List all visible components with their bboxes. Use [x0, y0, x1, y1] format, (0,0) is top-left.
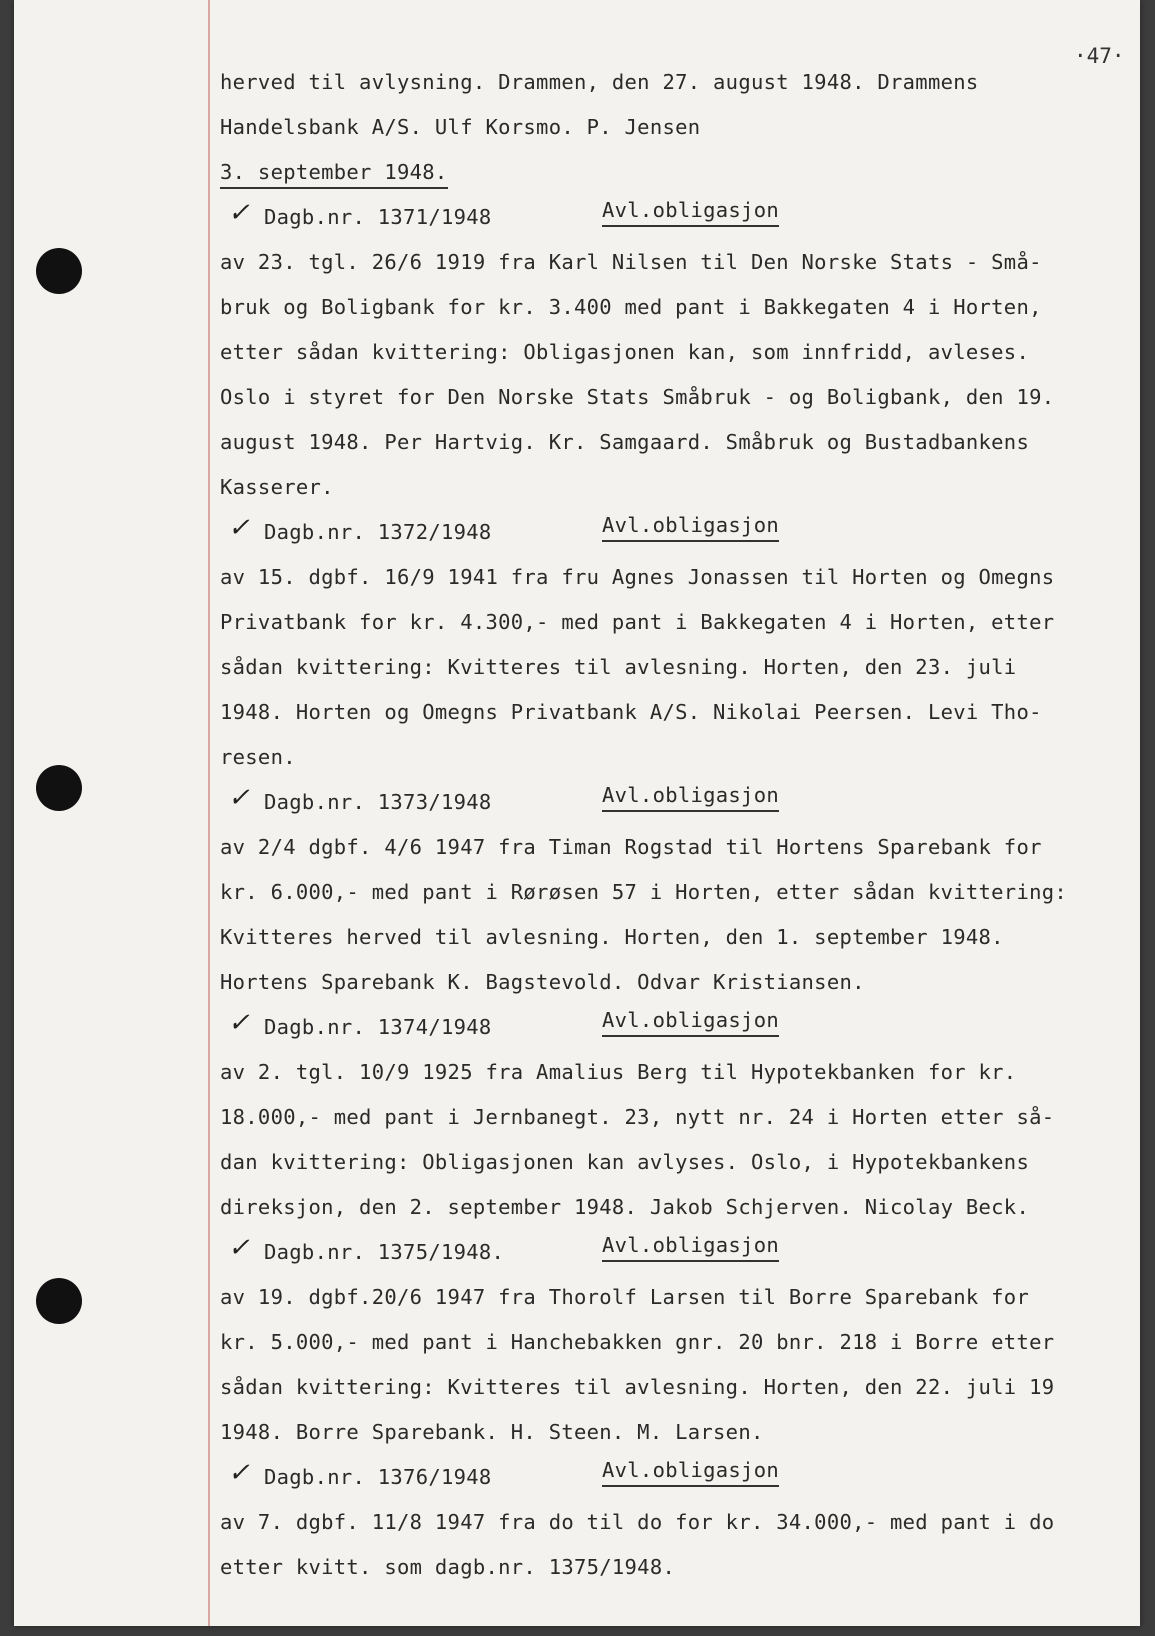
date-heading: 3. september 1948. — [220, 157, 448, 189]
checkmark-icon: ✓ — [228, 783, 251, 813]
entry-line: av 2/4 dgbf. 4/6 1947 fra Timan Rogstad til Hortens Sparebank for — [220, 835, 1042, 859]
entry-line: sådan kvittering: Kvitteres til avlesning. Horten, den 23. juli — [220, 655, 1017, 679]
entry-line: 1948. Horten og Omegns Privatbank A/S. Nikolai Peersen. Levi Tho- — [220, 700, 1042, 724]
intro-line: herved til avlysning. Drammen, den 27. august 1948. Drammens — [220, 70, 979, 94]
entry-line: etter kvitt. som dagb.nr. 1375/1948. — [220, 1555, 676, 1579]
entry-line: direksjon, den 2. september 1948. Jakob Schjerven. Nicolay Beck. — [220, 1195, 1030, 1219]
entry-type: Avl.obligasjon — [602, 1230, 779, 1262]
entry-number: Dagb.nr. 1376/1948 — [264, 1465, 492, 1489]
entry-line: august 1948. Per Hartvig. Kr. Samgaard. Småbruk og Bustadbankens — [220, 430, 1030, 454]
entry-header — [220, 1230, 1120, 1275]
entry-line: Kasserer. — [220, 475, 334, 499]
checkmark-icon: ✓ — [228, 1233, 251, 1263]
entry-line: av 23. tgl. 26/6 1919 fra Karl Nilsen til Den Norske Stats - Små- — [220, 250, 1042, 274]
punch-hole — [36, 1278, 82, 1324]
entry-line: Hortens Sparebank K. Bagstevold. Odvar Kristiansen. — [220, 970, 865, 994]
margin-line — [208, 0, 210, 1626]
entry-header — [220, 1005, 1120, 1050]
entry-number: Dagb.nr. 1372/1948 — [264, 520, 492, 544]
entry-header — [220, 510, 1120, 555]
punch-hole — [36, 248, 82, 294]
entry-line: etter sådan kvittering: Obligasjonen kan, som innfridd, avleses. — [220, 340, 1030, 364]
entry-line: Kvitteres herved til avlesning. Horten, den 1. september 1948. — [220, 925, 1004, 949]
entry-number: Dagb.nr. 1375/1948. — [264, 1240, 505, 1264]
entry-line: Privatbank for kr. 4.300,- med pant i Bakkegaten 4 i Horten, etter — [220, 610, 1055, 634]
entry-type: Avl.obligasjon — [602, 1455, 779, 1487]
entry-type: Avl.obligasjon — [602, 1005, 779, 1037]
intro-line: Handelsbank A/S. Ulf Korsmo. P. Jensen — [220, 115, 701, 139]
checkmark-icon: ✓ — [228, 1458, 251, 1488]
entry-type: Avl.obligasjon — [602, 510, 779, 542]
entry-line: Oslo i styret for Den Norske Stats Småbruk - og Boligbank, den 19. — [220, 385, 1055, 409]
entry-line: sådan kvittering: Kvitteres til avlesning. Horten, den 22. juli 19 — [220, 1375, 1055, 1399]
entry-line: 1948. Borre Sparebank. H. Steen. M. Larsen. — [220, 1420, 764, 1444]
entry-line: av 7. dgbf. 11/8 1947 fra do til do for kr. 34.000,- med pant i do — [220, 1510, 1055, 1534]
entry-number: Dagb.nr. 1374/1948 — [264, 1015, 492, 1039]
checkmark-icon: ✓ — [228, 198, 251, 228]
entry-number: Dagb.nr. 1371/1948 — [264, 205, 492, 229]
entry-header — [220, 1455, 1120, 1500]
page-number: ·47· — [1074, 44, 1125, 68]
entry-line: dan kvittering: Obligasjonen kan avlyses. Oslo, i Hypotekbankens — [220, 1150, 1030, 1174]
entry-line: kr. 6.000,- med pant i Rørøsen 57 i Horten, etter sådan kvittering: — [220, 880, 1068, 904]
entry-header — [220, 195, 1120, 240]
entry-number: Dagb.nr. 1373/1948 — [264, 790, 492, 814]
entry-type: Avl.obligasjon — [602, 195, 779, 227]
checkmark-icon: ✓ — [228, 513, 251, 543]
entry-line: bruk og Boligbank for kr. 3.400 med pant i Bakkegaten 4 i Horten, — [220, 295, 1042, 319]
entry-line: av 19. dgbf.20/6 1947 fra Thorolf Larsen til Borre Sparebank for — [220, 1285, 1030, 1309]
entry-type: Avl.obligasjon — [602, 780, 779, 812]
checkmark-icon: ✓ — [228, 1008, 251, 1038]
punch-hole — [36, 765, 82, 811]
entry-line: resen. — [220, 745, 296, 769]
entry-line: 18.000,- med pant i Jernbanegt. 23, nytt nr. 24 i Horten etter så- — [220, 1105, 1055, 1129]
date-heading-row — [220, 150, 1120, 195]
entry-line: av 2. tgl. 10/9 1925 fra Amalius Berg til Hypotekbanken for kr. — [220, 1060, 1017, 1084]
entry-header — [220, 780, 1120, 825]
document-text — [220, 60, 1120, 1590]
document-page — [14, 0, 1140, 1626]
entry-line: av 15. dgbf. 16/9 1941 fra fru Agnes Jonassen til Horten og Omegns — [220, 565, 1055, 589]
entry-line: kr. 5.000,- med pant i Hanchebakken gnr. 20 bnr. 218 i Borre etter — [220, 1330, 1055, 1354]
